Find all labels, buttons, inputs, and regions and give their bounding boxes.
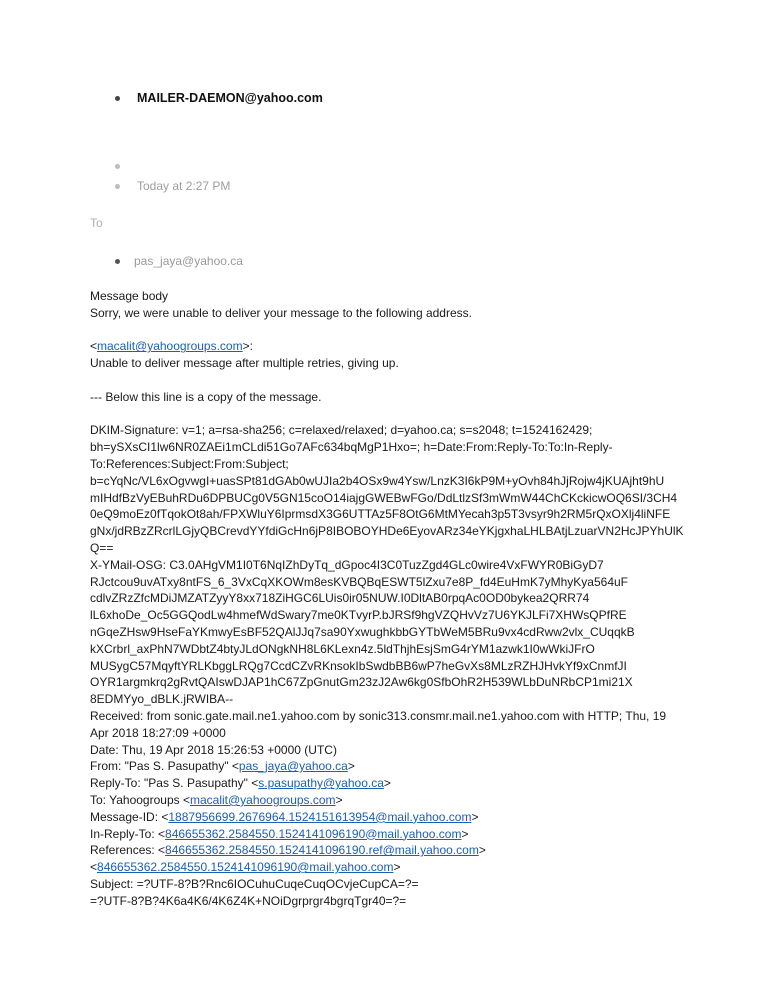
references-link[interactable]: 846655362.2584550.1524141096190@mail.yahoo.com xyxy=(97,860,394,875)
message-body-title: Message body xyxy=(90,289,169,303)
from-header: From: "Pas S. Pasupathy" <pas_jaya@yahoo.ca> xyxy=(90,759,355,774)
recipient-row xyxy=(115,254,243,268)
failed-address-link[interactable]: macalit@yahoogroups.com xyxy=(97,339,243,354)
failure-reason: Unable to deliver message after multiple retries, giving up. xyxy=(90,356,399,371)
dkim-line: gNx/jdRBzZRcrlLGjyQBCrevdYYfdiGcHn6jP8IBOBOYHDe6EyovARz34eYKjgxhaLHLBAtjLzuarVN2HcJPYhUlK xyxy=(90,524,684,539)
bullet-icon xyxy=(115,184,120,189)
reply-to-email-link[interactable]: s.pasupathy@yahoo.ca xyxy=(258,776,384,791)
sender-address: MAILER-DAEMON@yahoo.com xyxy=(137,91,323,105)
dkim-line: bh=ySXsCI1lw6NR0ZAEi1mCLdi51Go7AFc634bqMgP1Hxo=; h=Date:From:Reply-To:To:In-Reply- xyxy=(90,440,613,455)
ymail-line: nGqeZHsw9HseFaYKmwyEsBF52QAlJJq7sa90YxwughkbbGYTbWeM5BRu9vx4cdRww2vlx_CUqqkB xyxy=(90,624,635,639)
subject-continuation: =?UTF-8?B?4K6a4K6/4K6Z4K+NOiDgrprgr4bgrqTgr40=?= xyxy=(90,893,407,908)
ymail-line: kXCrbrl_axPhN7WDbtZ4btyJLdONgkNH8L6KLexn4z.5ldThjhEsjSmG4rYM1azwk1I0wWkiJFrO xyxy=(90,641,595,656)
from-email-link[interactable]: pas_jaya@yahoo.ca xyxy=(238,759,348,774)
timestamp: Today at 2:27 PM xyxy=(137,179,231,193)
sender-row xyxy=(115,91,323,105)
subject-header: Subject: =?UTF-8?B?Rnc6IOCuhuCuqeCuqOCvjeCupCA=?= xyxy=(90,876,419,891)
message-id-link[interactable]: 1887956699.2676964.1524151613954@mail.yahoo.com xyxy=(168,809,472,824)
recipient-address: pas_jaya@yahoo.ca xyxy=(134,254,243,268)
ymail-line: lL6xhoDe_Oc5GGQodLw4hmefWdSwary7me0KTvyrP.bJRSf9hgVZQHvVz7U6YKJLFi7XHWsQPfRE xyxy=(90,608,627,623)
dkim-signature xyxy=(90,422,690,556)
received-line: Received: from sonic.gate.mail.ne1.yahoo.com by sonic313.consmr.mail.ne1.yahoo.com with HTTP; Thu, 19 xyxy=(90,708,667,723)
message-id-header: Message-ID: <1887956699.2676964.1524151613954@mail.yahoo.com> xyxy=(90,809,479,824)
received-line: Apr 2018 18:27:09 +0000 xyxy=(90,725,226,740)
dkim-line: Q== xyxy=(90,540,114,555)
ymail-line: RJctcou9uvATxy8ntFS_6_3VxCqXKOWm8esKVBQBqESWT5lZxu7e8P_fd4EuHmK7yMhyKya564uF xyxy=(90,574,629,589)
bounce-intro: Sorry, we were unable to deliver your message to the following address. xyxy=(90,305,472,320)
reply-to-header: Reply-To: "Pas S. Pasupathy" <s.pasupathy@yahoo.ca> xyxy=(90,776,391,791)
references-link[interactable]: 846655362.2584550.1524141096190.ref@mail.yahoo.com xyxy=(165,843,479,858)
in-reply-to-link[interactable]: 846655362.2584550.1524141096190@mail.yahoo.com xyxy=(165,826,462,841)
dkim-line: mIHdfBzVyEBuhRDu6DPBUCg0V5GN15coO14iajgGWEBwFGo/DdLtlzSf3mWmW44ChCKckicwOQ6SI/3CH4 xyxy=(90,490,678,505)
references-continuation: <846655362.2584550.1524141096190@mail.yahoo.com> xyxy=(90,860,401,875)
bullet-icon xyxy=(115,259,120,264)
date-header: Date: Thu, 19 Apr 2018 15:26:53 +0000 (UTC) xyxy=(90,742,337,757)
to-label: To xyxy=(90,216,103,230)
empty-bullet-row xyxy=(115,164,120,169)
ymail-line: OYR1argmkrq2gRvtQAIswDJAP1hC67ZpGnutGm23zJ2Aw6kg0SfbOhR2H539WLbDuNRbCP1mi21X xyxy=(90,675,633,690)
to-email-link[interactable]: macalit@yahoogroups.com xyxy=(189,792,336,807)
bullet-icon xyxy=(115,164,120,169)
ymail-line: cdlvZRzZfcMDiJMZATZyyY8xx718ZiHGC6LUis0ir05NUW.I0DltAB0rpqAc0OD0bykea2QRR74 xyxy=(90,591,590,606)
in-reply-to-header: In-Reply-To: <846655362.2584550.1524141096190@mail.yahoo.com> xyxy=(90,826,469,841)
bullet-icon xyxy=(115,96,120,101)
dkim-line: b=cYqNc/VL6xOgvwgI+uasSPt81dGAb0wUJIa2b4OSx9w4Ysw/LnzK3I6kP9M+yOvh84hJjRojw4jKUAjht9hU xyxy=(90,473,665,488)
ymail-osg xyxy=(90,557,690,708)
message-body xyxy=(90,288,690,909)
dkim-line: 0eQ9moEz0fTqokOt8ah/FPXWluY6IprmsdX3G6UTTAz5F8OtG6MtMYecah3p5T3vsyr9h2RM5rQxOXlj4liNFE xyxy=(90,507,671,522)
copy-notice: --- Below this line is a copy of the message. xyxy=(90,389,322,404)
ymail-line: MUSygC57MqyftYRLKbggLRQg7CcdCZvRKnsokIbSwdbBB6wP7heGvXs8MLzRZHJHvkYf9xCnmfJI xyxy=(90,658,627,673)
dkim-line: To:References:Subject:From:Subject; xyxy=(90,456,289,471)
references-header: References: <846655362.2584550.1524141096190.ref@mail.yahoo.com> xyxy=(90,843,486,858)
ymail-line: 8EDMYyo_dBLK.jRWIBA-- xyxy=(90,692,234,707)
dkim-line: DKIM-Signature: v=1; a=rsa-sha256; c=relaxed/relaxed; d=yahoo.ca; s=s2048; t=1524162429; xyxy=(90,423,593,438)
ymail-line: X-YMail-OSG: C3.0AHgVM1I0T6NqIZhDyTq_dGpoc4I3C0TuzZgd4GLc0wire4VxFWYR0BiGyD7 xyxy=(90,557,604,572)
received-header xyxy=(90,708,690,742)
failed-address-line: <macalit@yahoogroups.com>: xyxy=(90,339,253,354)
timestamp-row xyxy=(115,179,230,193)
to-header: To: Yahoogroups <macalit@yahoogroups.com> xyxy=(90,792,343,807)
